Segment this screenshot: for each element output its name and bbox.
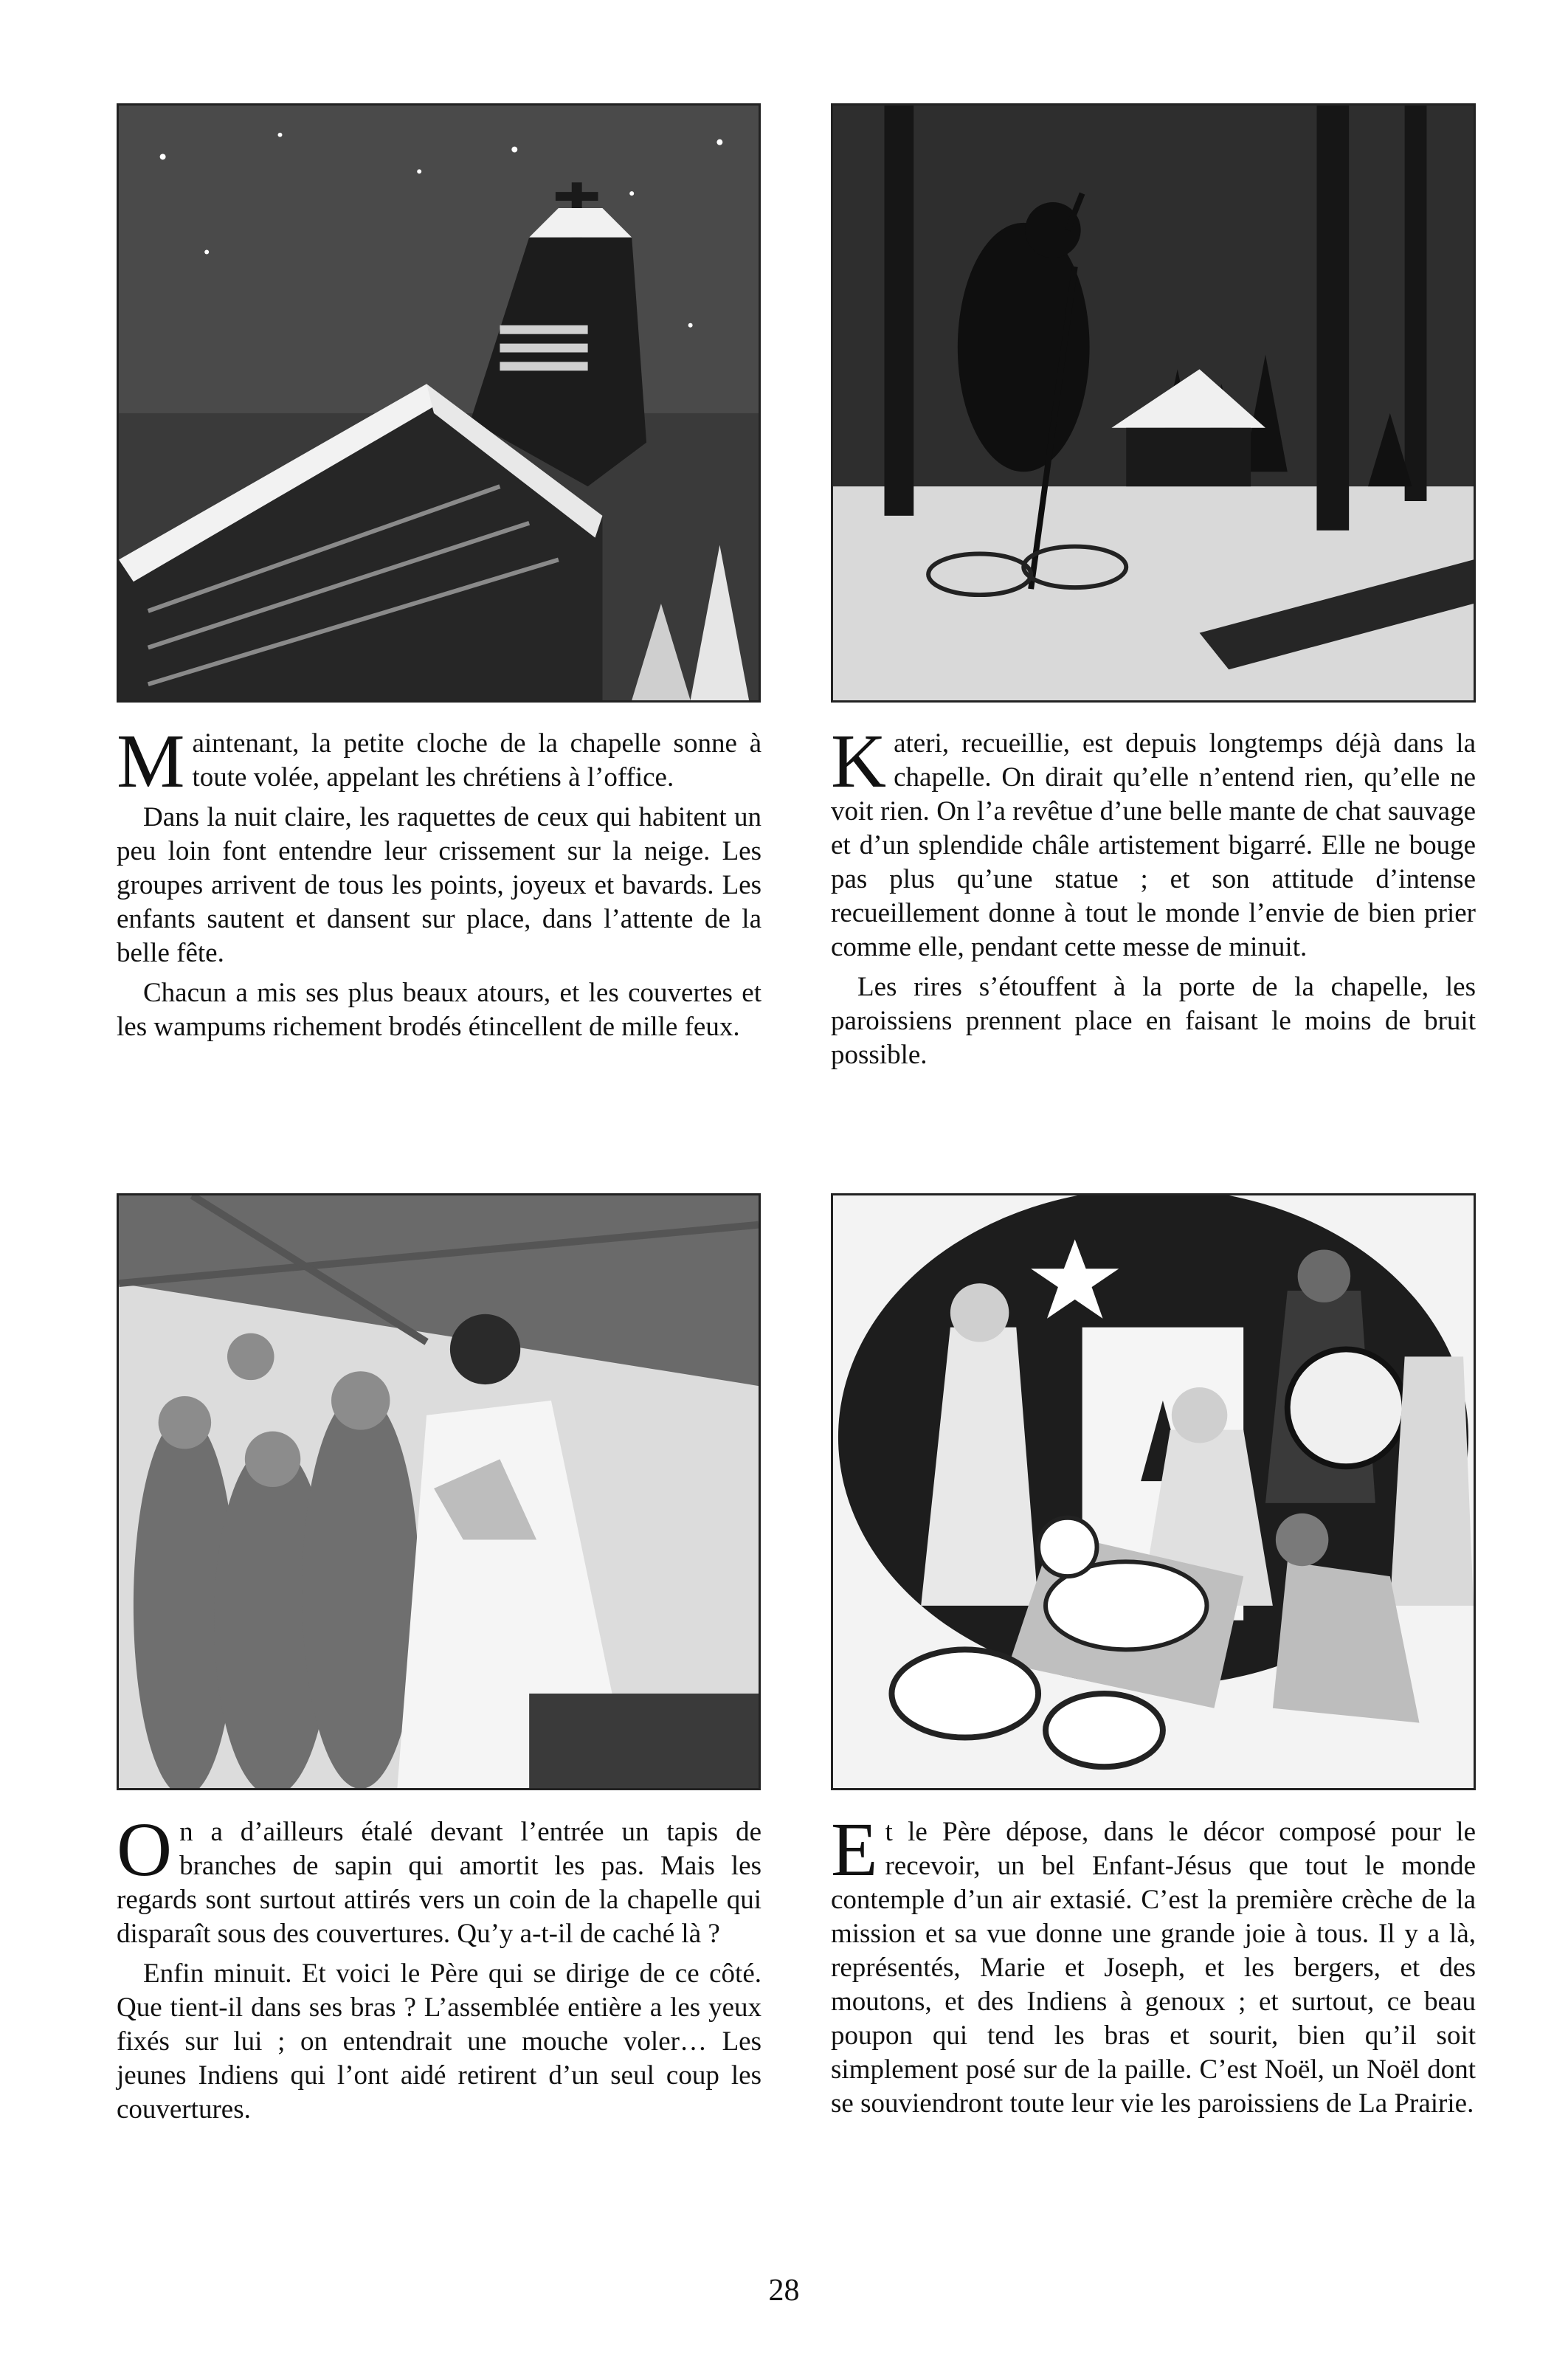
- paragraph: [831, 1807, 1476, 2121]
- paragraph: Chacun a mis ses plus beaux atours, et les couvertes et les wampums richement brodés étincellent de mille feux.: [117, 978, 761, 1042]
- text-block-fir-carpet: [117, 1807, 761, 2133]
- drop-cap: K: [831, 719, 887, 804]
- text-block-chapel: [117, 719, 761, 1050]
- text-block-kateri: [831, 719, 1476, 1078]
- paragraph: Les rires s’étouffent à la porte de la chapelle, les paroissiens prennent place en faisant le moins de bruit possible.: [831, 972, 1476, 1070]
- traveler-illustration: [831, 103, 1476, 703]
- snowy-chapel-belfry-icon: [119, 106, 759, 700]
- paragraph: [117, 719, 761, 804]
- paragraph-text: n a d’ailleurs étalé devant l’entrée un tapis de branches de sapin qui amortit les pas. Mais les regards sont surtout attirés vers un coin de la chapelle qui disparaît sous des couvertures. Qu’y a-t-il de caché là ?: [117, 1817, 761, 1949]
- paragraph: [117, 1807, 761, 1951]
- paragraph: [831, 719, 1476, 964]
- drop-cap: O: [117, 1807, 173, 1892]
- page-number: 28: [768, 2274, 800, 2308]
- paragraph: Enfin minuit. Et voici le Père qui se dirige de ce côté. Que tient-il dans ses bras ? L’assemblée entière a les yeux fixés sur lui ; on entendrait une mouche voler… Les jeunes Indiens qui l’ont aidé retirent d’un seul coup les couvertures.: [117, 1959, 761, 2125]
- paragraph-text: t le Père dépose, dans le décor composé pour le recevoir, un bel Enfant-Jésus que tout le monde contemple d’un air extasié. C’est la première crèche de la mission et sa vue donne une grande joie à tous. Il y a là, représentés, Marie et Joseph, et les bergers, et des moutons, et des Indiens à genoux ; et surtout, ce beau poupon qui tend les bras et sourit, bien qu’il soit simplement posé sur de la paille. C’est Noël, un Noël dont se souviendront toute leur vie les paroissiens de La Prairie.: [831, 1817, 1476, 2119]
- drop-cap: M: [117, 719, 185, 804]
- chapel-illustration: [117, 103, 761, 703]
- nativity-creche-icon: [833, 1195, 1474, 1788]
- paragraph-text: aintenant, la petite cloche de la chapelle sonne à toute volée, appelant les chrétiens à l’office.: [192, 728, 761, 793]
- snowshoe-traveler-icon: [833, 106, 1474, 700]
- priest-illustration: [117, 1193, 761, 1790]
- creche-illustration: [831, 1193, 1476, 1790]
- paragraph: Dans la nuit claire, les raquettes de ceux qui habitent un peu loin font entendre leur crissement sur la neige. Les groupes arrivent de tous les points, joyeux et bavards. Les enfants sautent et dansent sur place, dans l’attente de la belle fête.: [117, 802, 761, 968]
- text-block-creche: [831, 1807, 1476, 2127]
- drop-cap: E: [831, 1807, 878, 1892]
- priest-congregation-icon: [119, 1195, 759, 1788]
- paragraph-text: ateri, recueillie, est depuis longtemps déjà dans la chapelle. On dirait qu’elle n’entend rien, qu’elle ne voit rien. On l’a revêtue d’une belle mante de chat sauvage et d’un splendide châle artistement bigarré. Elle ne bouge pas plus qu’une statue ; et son attitude d’intense recueillement donne à tout le monde l’envie de bien prier comme elle, pendant cette messe de minuit.: [831, 728, 1476, 962]
